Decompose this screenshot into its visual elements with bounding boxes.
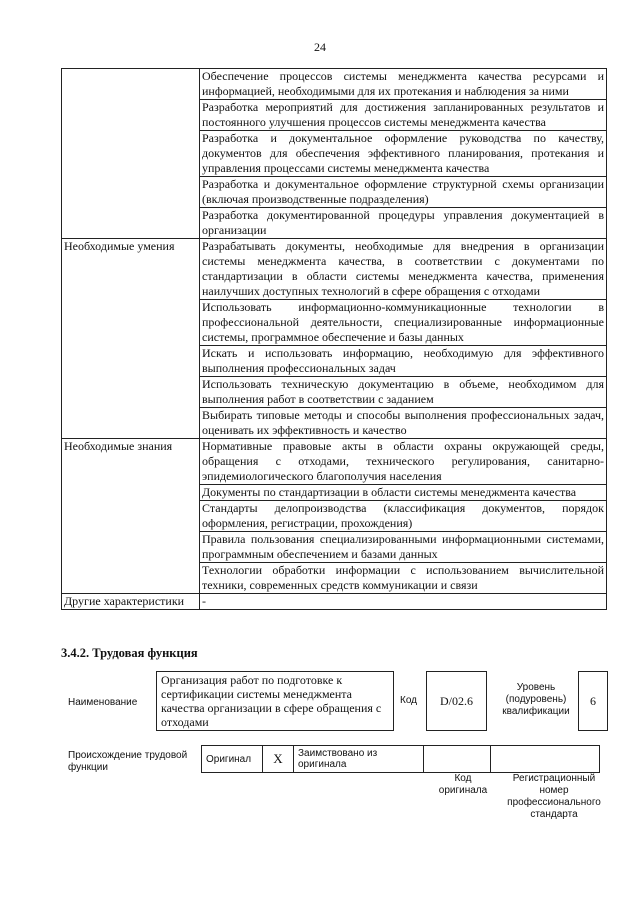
function-code-label: Код [400,695,418,706]
action-item: Разработка мероприятий для достижения запланированных результатов и постоянного улучшения процессов системы менеджмента качества [200,100,607,131]
skill-item: Использовать информационно-коммуникационные технологии в профессиональной деятельности, специализированные информационные системы, программное обеспечение и базы данных [200,300,607,346]
skill-item: Использовать техническую документацию в объеме, необходимом для выполнения работ в соответствии с заданием [200,377,607,408]
knowledge-item: Нормативные правовые акты в области охраны окружающей среды, обращения с отходами, технического регулирования, санитарно-эпидемиологического благополучия населения [200,439,607,485]
skill-item: Выбирать типовые методы и способы выполнения профессиональных задач, оценивать их эффективность и качество [200,408,607,439]
knowledge-item: Правила пользования специализированными информационными системами, программным обеспечением и базами данных [200,532,607,563]
action-item: Разработка документированной процедуры управления документацией в организации [200,208,607,239]
table-row [62,208,607,239]
function-name-label: Наименование [68,697,138,708]
actions-label-cell [62,69,200,100]
function-code-value: D/02.6 [426,671,487,731]
table-row [62,239,607,300]
skill-item: Разрабатывать документы, необходимые для внедрения в организации системы менеджмента качества, в соответствии с документами по стандартизации в области системы менеджмента качества, применения наилучших доступных технологий в сфере обращения с отходами [200,239,607,300]
registration-number-cell [491,746,600,773]
table-row [62,594,607,610]
registration-number-caption: Регистрационный номер профессионального стандарта [507,773,601,820]
skill-item: Искать и использовать информацию, необходимую для эффективного выполнения профессиональных задач [200,346,607,377]
section-title: 3.4.2. Трудовая функция [61,646,198,660]
knowledge-item: Стандарты делопроизводства (классификация документов, порядок оформления, регистрации, прохождения) [200,501,607,532]
origin-table [201,745,600,773]
table-row [62,131,607,177]
table-row [62,439,607,485]
original-mark: X [263,746,294,773]
knowledge-item: Технологии обработки информации с использованием вычислительной техники, современных средств коммуникации и связи [200,563,607,594]
action-item: Обеспечение процессов системы менеджмента качества ресурсами и информацией, необходимыми для их протекания и наблюдения за ними [200,69,607,100]
borrowed-label: Заимствовано из оригинала [294,746,424,773]
requirements-table [61,68,607,610]
qualification-level-label: Уровень (подуровень) квалификации [502,682,570,717]
table-row [62,177,607,208]
page-number: 24 [314,40,326,54]
table-row [202,746,600,773]
original-label: Оригинал [202,746,263,773]
table-row [62,69,607,100]
qualification-level-value: 6 [578,671,608,731]
original-code-cell [424,746,491,773]
other-value: - [200,594,607,610]
other-label: Другие характеристики [62,594,200,610]
origin-label: Происхождение трудовой функции [68,750,188,773]
skills-label: Необходимые умения [62,239,200,439]
knowledge-item: Документы по стандартизации в области системы менеджмента качества [200,485,607,501]
action-item: Разработка и документальное оформление руководства по качеству, документов для обеспечения эффективного планирования, протекания и управления процессами системы менеджмента качества [200,131,607,177]
function-name-value: Организация работ по подготовке к сертификации системы менеджмента качества организации в сфере обращения с отходами [156,671,394,731]
knowledge-label: Необходимые знания [62,439,200,594]
table-row [62,100,607,131]
original-code-caption: Код оригинала [438,773,488,796]
action-item: Разработка и документальное оформление структурной схемы организации (включая производственные подразделения) [200,177,607,208]
